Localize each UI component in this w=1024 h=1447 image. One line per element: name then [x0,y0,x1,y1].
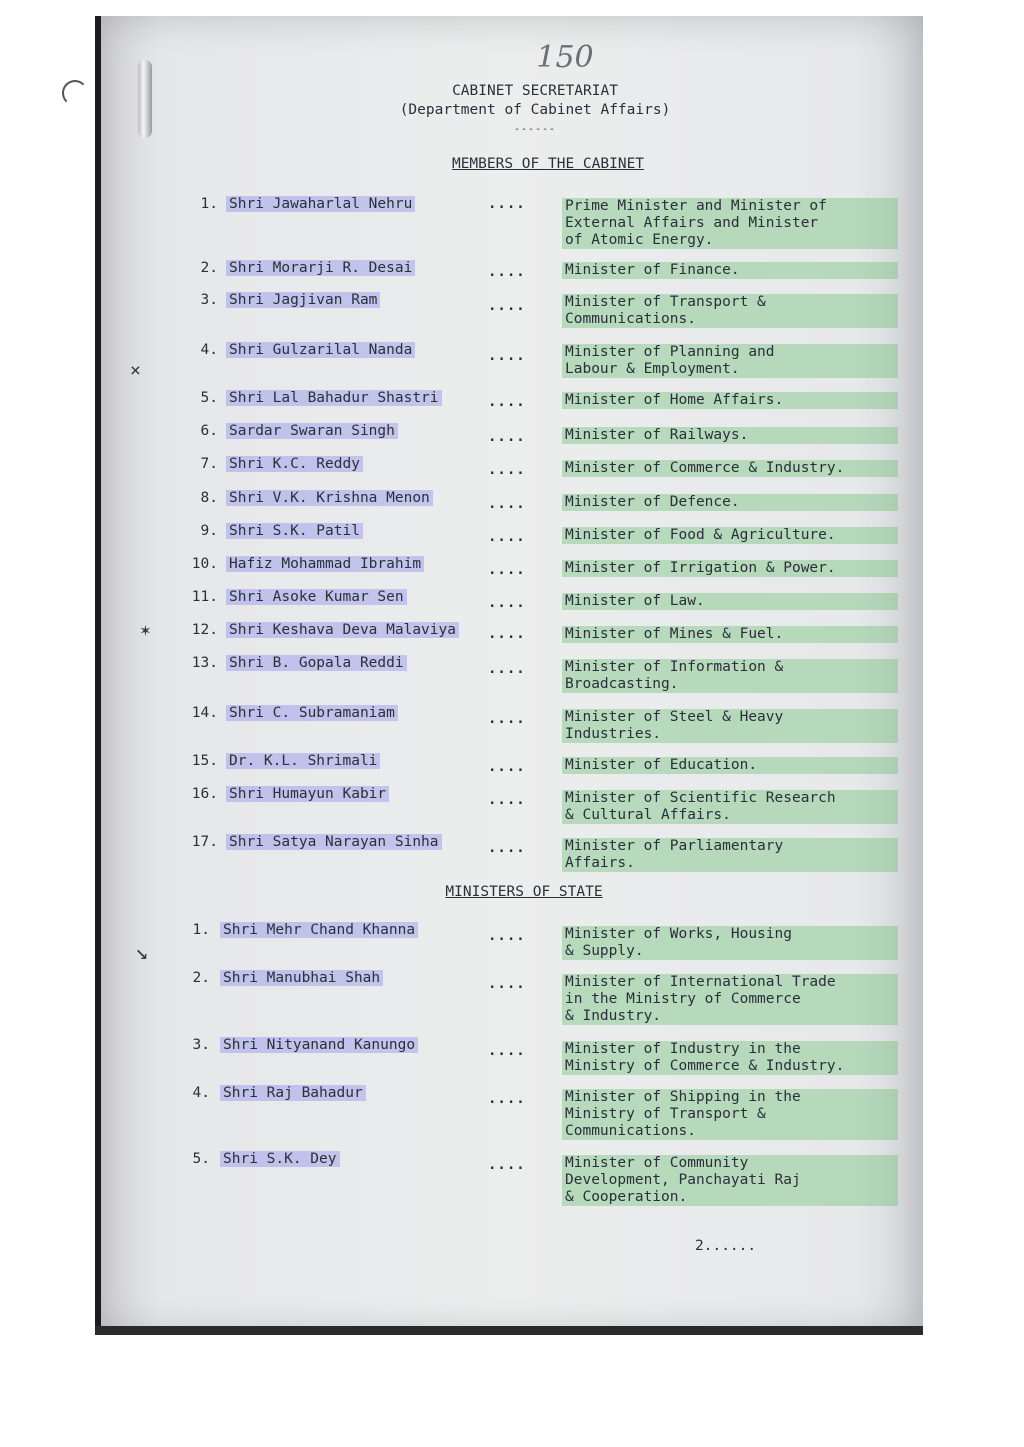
portfolio: Minister of Scientific Research & Cultural Affairs. [562,790,898,824]
item-number: 2. [192,970,210,986]
section-title-cabinet: MEMBERS OF THE CABINET [451,156,645,172]
portfolio: Minister of Community Development, Panchayati Raj & Cooperation. [562,1155,898,1206]
item-number: 3. [200,292,218,308]
list-item [0,655,1024,695]
item-number: 7. [200,456,218,472]
member-name: Shri K.C. Reddy [226,456,363,472]
section-title-ministers-of-state: MINISTERS OF STATE [445,884,603,900]
leader-dots: .... [488,595,526,611]
item-number: 5. [200,390,218,406]
portfolio: Prime Minister and Minister of External Affairs and Minister of Atomic Energy. [562,198,898,249]
portfolio: Minister of Parliamentary Affairs. [562,838,898,872]
portfolio: Minister of Defence. [562,494,898,511]
leader-dots: .... [488,711,526,727]
leader-dots: .... [488,298,526,314]
binder-clip-mark [138,60,152,138]
scan-bottom-edge [95,1326,923,1335]
document-header [300,82,770,139]
item-number: 2. [200,260,218,276]
item-number: 11. [191,589,218,605]
member-name: Shri Keshava Deva Malaviya [226,622,459,638]
leader-dots: .... [488,196,526,212]
list-item [0,292,1024,332]
leader-dots: .... [488,792,526,808]
member-name: Shri Manubhai Shah [220,970,383,986]
member-name: Hafiz Mohammad Ibrahim [226,556,424,572]
leader-dots: .... [488,496,526,512]
leader-dots: .... [488,394,526,410]
portfolio: Minister of International Trade in the Ministry of Commerce & Industry. [562,974,898,1025]
leader-dots: .... [488,759,526,775]
member-name: Shri S.K. Dey [220,1151,340,1167]
list-item [0,834,1024,874]
margin-tick-mark: ⨯ [130,360,141,381]
member-name: Shri Nityanand Kanungo [220,1037,418,1053]
portfolio: Minister of Transport & Communications. [562,294,898,328]
member-name: Shri Lal Bahadur Shastri [226,390,442,406]
list-item [0,970,1024,1024]
item-number: 10. [191,556,218,572]
leader-dots: .... [488,1091,526,1107]
leader-dots: .... [488,562,526,578]
leader-dots: .... [488,462,526,478]
list-item [0,705,1024,745]
member-name: Shri Gulzarilal Nanda [226,342,415,358]
member-name: Shri Asoke Kumar Sen [226,589,407,605]
member-name: Sardar Swaran Singh [226,423,398,439]
leader-dots: .... [488,1043,526,1059]
item-number: 13. [191,655,218,671]
portfolio: Minister of Finance. [562,262,898,279]
item-number: 1. [192,922,210,938]
member-name: Shri Morarji R. Desai [226,260,415,276]
portfolio: Minister of Mines & Fuel. [562,626,898,643]
item-number: 9. [200,523,218,539]
item-number: 6. [200,423,218,439]
item-number: 17. [191,834,218,850]
continuation-page-ref: 2...... [695,1238,757,1254]
header-title: CABINET SECRETARIAT [452,83,618,99]
leader-dots: .... [488,1157,526,1173]
item-number: 12. [191,622,218,638]
item-number: 14. [191,705,218,721]
handwritten-page-number: 150 [536,40,594,75]
item-number: 1. [200,196,218,212]
punch-hole-mark [62,80,88,106]
list-item [0,1085,1024,1139]
item-number: 15. [191,753,218,769]
list-item [0,1037,1024,1077]
leader-dots: .... [488,928,526,944]
list-item [0,1151,1024,1205]
member-name: Shri B. Gopala Reddi [226,655,407,671]
member-name: Dr. K.L. Shrimali [226,753,380,769]
member-name: Shri Raj Bahadur [220,1085,366,1101]
member-name: Shri C. Subramaniam [226,705,398,721]
member-name: Shri Humayun Kabir [226,786,389,802]
list-item [0,196,1024,248]
leader-dots: .... [488,626,526,642]
member-name: Shri Mehr Chand Khanna [220,922,418,938]
leader-dots: .... [488,661,526,677]
portfolio: Minister of Steel & Heavy Industries. [562,709,898,743]
item-number: 4. [192,1085,210,1101]
item-number: 4. [200,342,218,358]
member-name: Shri Satya Narayan Sinha [226,834,442,850]
portfolio: Minister of Food & Agriculture. [562,527,898,544]
leader-dots: .... [488,529,526,545]
portfolio: Minister of Works, Housing & Supply. [562,926,898,960]
list-item [0,342,1024,382]
leader-dots: .... [488,264,526,280]
item-number: 8. [200,490,218,506]
leader-dots: .... [488,840,526,856]
item-number: 5. [192,1151,210,1167]
margin-tick-mark: ✶ [140,620,151,641]
header-rule: ------ [513,124,557,135]
portfolio: Minister of Shipping in the Ministry of Transport & Communications. [562,1089,898,1140]
member-name: Shri Jagjivan Ram [226,292,380,308]
list-item [0,922,1024,962]
portfolio: Minister of Law. [562,593,898,610]
leader-dots: .... [488,976,526,992]
item-number: 16. [191,786,218,802]
portfolio: Minister of Planning and Labour & Employment. [562,344,898,378]
portfolio: Minister of Education. [562,757,898,774]
portfolio: Minister of Commerce & Industry. [562,460,898,477]
item-number: 3. [192,1037,210,1053]
member-name: Shri V.K. Krishna Menon [226,490,433,506]
portfolio: Minister of Information & Broadcasting. [562,659,898,693]
list-item [0,786,1024,826]
margin-arrow-mark: ↘ [135,940,149,965]
portfolio: Minister of Industry in the Ministry of Commerce & Industry. [562,1041,898,1075]
portfolio: Minister of Home Affairs. [562,392,898,409]
header-subtitle: (Department of Cabinet Affairs) [399,102,671,118]
leader-dots: .... [488,429,526,445]
portfolio: Minister of Railways. [562,427,898,444]
member-name: Shri S.K. Patil [226,523,363,539]
portfolio: Minister of Irrigation & Power. [562,560,898,577]
member-name: Shri Jawaharlal Nehru [226,196,415,212]
leader-dots: .... [488,348,526,364]
